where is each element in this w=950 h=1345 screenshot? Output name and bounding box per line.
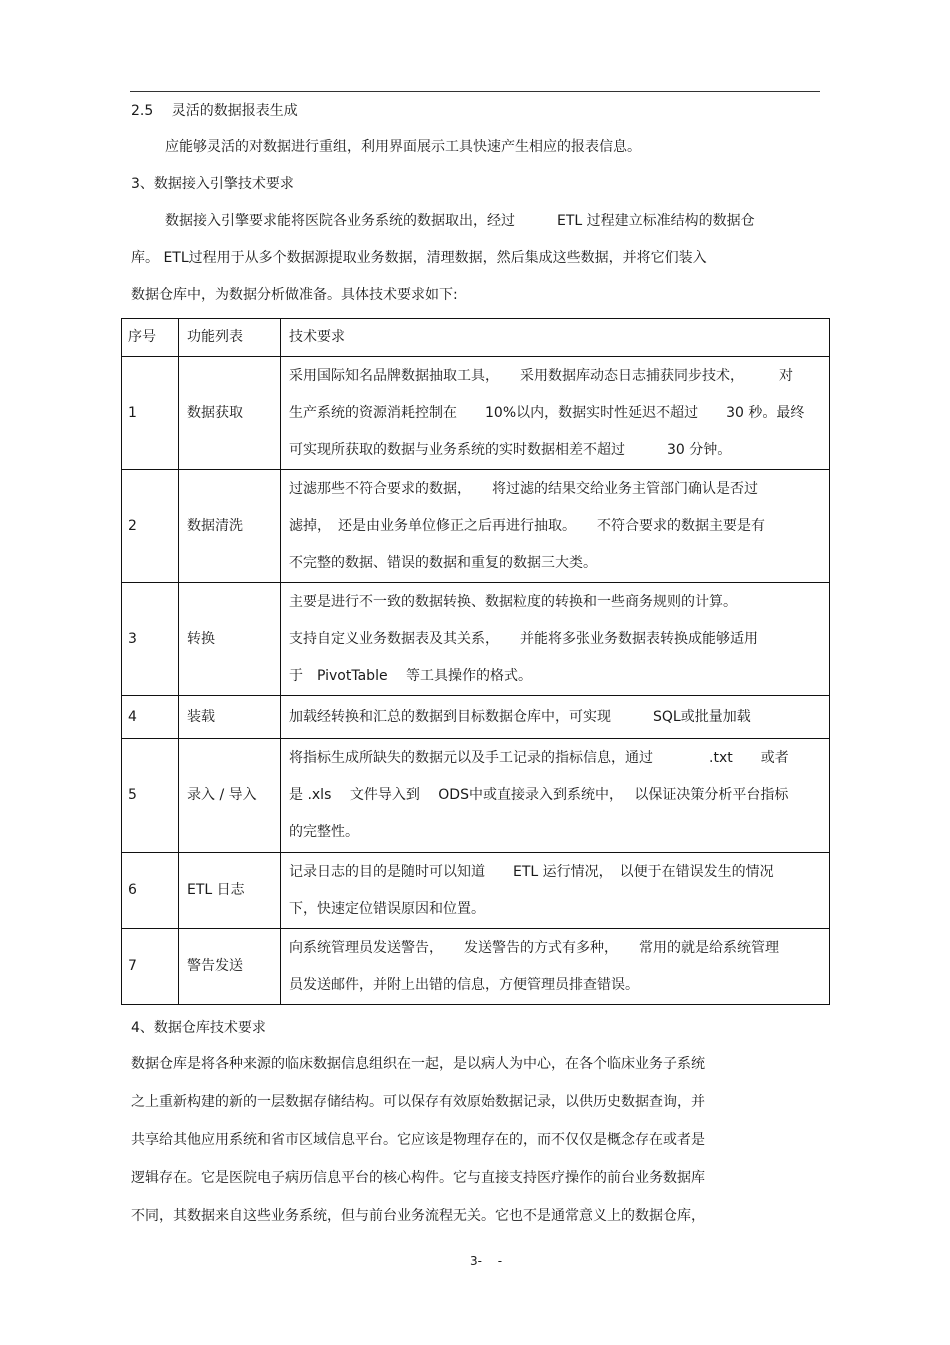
requirement-line: 是 .xls 文件导入到 ODS中或直接录入到系统中， 以保证决策分析平台指标 (289, 787, 789, 803)
table-row (122, 853, 830, 929)
row-requirement (281, 583, 830, 696)
requirements-table (121, 318, 830, 1005)
row-requirement (281, 696, 830, 739)
table-row (122, 696, 830, 739)
header-function: 功能列表 (179, 319, 281, 357)
row-no: 7 (122, 929, 179, 1005)
section-3-line-3: 数据仓库中，为数据分析做准备。具体技术要求如下: (131, 287, 458, 303)
header-no: 序号 (122, 319, 179, 357)
section-4-heading: 4、数据仓库技术要求 (131, 1020, 266, 1036)
requirement-line: 生产系统的资源消耗控制在 10%以内，数据实时性延迟不超过 30 秒。最终 (289, 404, 805, 421)
section-2-5-body: 应能够灵活的对数据进行重组，利用界面展示工具快速产生相应的报表信息。 (165, 139, 641, 155)
table-row (122, 739, 830, 853)
section-4-line-4: 逻辑存在。它是医院电子病历信息平台的核心构件。它与直接支持医疗操作的前台业务数据库 (131, 1170, 705, 1186)
page-number: 3- - (470, 1254, 503, 1268)
section-4-line-5: 不同，其数据来自这些业务系统，但与前台业务流程无关。它也不是通常意义上的数据仓库， (131, 1208, 705, 1224)
table-row (122, 357, 830, 470)
header-requirement: 技术要求 (281, 319, 830, 357)
row-requirement (281, 739, 830, 853)
requirement-line: 加载经转换和汇总的数据到目标数据仓库中，可实现 SQL或批量加载 (289, 708, 751, 725)
section-4-line-2: 之上重新构建的新的一层数据存储结构。可以保存有效原始数据记录，以供历史数据查询，并 (131, 1094, 705, 1110)
section-3-heading: 3、数据接入引擎技术要求 (131, 176, 294, 192)
header-rule (130, 91, 820, 92)
row-no: 4 (122, 696, 179, 739)
row-requirement (281, 853, 830, 929)
requirement-line: 向系统管理员发送警告， 发送警告的方式有多种， 常用的就是给系统管理 (289, 939, 779, 956)
row-no: 1 (122, 357, 179, 470)
row-function: 转换 (179, 583, 281, 696)
requirement-line: 不完整的数据、错误的数据和重复的数据三大类。 (289, 554, 597, 571)
row-function: 警告发送 (179, 929, 281, 1005)
requirement-line: 支持自定义业务数据表及其关系， 并能将多张业务数据表转换成能够适用 (289, 630, 758, 647)
section-3-line-1: 数据接入引擎要求能将医院各业务系统的数据取出，经过 ETL 过程建立标准结构的数据仓 (165, 213, 755, 229)
row-function: 录入 / 导入 (179, 739, 281, 853)
row-no: 6 (122, 853, 179, 929)
section-3-line-2: 库。 ETL过程用于从多个数据源提取业务数据，清理数据，然后集成这些数据，并将它们装入 (131, 250, 707, 266)
row-no: 2 (122, 470, 179, 583)
row-no: 5 (122, 739, 179, 853)
row-function: 装载 (179, 696, 281, 739)
requirement-line: 的完整性。 (289, 824, 359, 840)
table-header-row (122, 319, 830, 357)
requirement-line: 于 PivotTable 等工具操作的格式。 (289, 667, 533, 684)
requirement-line: 记录日志的目的是随时可以知道 ETL 运行情况， 以便于在错误发生的情况 (289, 863, 774, 880)
section-2-5-heading: 2.5 灵活的数据报表生成 (131, 103, 298, 119)
requirement-line: 可实现所获取的数据与业务系统的实时数据相差不超过 30 分钟。 (289, 441, 732, 458)
row-function: 数据获取 (179, 357, 281, 470)
table-row (122, 929, 830, 1005)
row-requirement (281, 470, 830, 583)
requirement-line: 将指标生成所缺失的数据元以及手工记录的指标信息，通过 .txt 或者 (289, 750, 789, 766)
requirement-line: 过滤那些不符合要求的数据， 将过滤的结果交给业务主管部门确认是否过 (289, 480, 758, 497)
row-no: 3 (122, 583, 179, 696)
section-4-line-3: 共享给其他应用系统和省市区域信息平台。它应该是物理存在的，而不仅仅是概念存在或者是 (131, 1132, 705, 1148)
row-function: ETL 日志 (179, 853, 281, 929)
row-function: 数据清洗 (179, 470, 281, 583)
table-row (122, 470, 830, 583)
row-requirement (281, 357, 830, 470)
requirement-line: 下，快速定位错误原因和位置。 (289, 900, 485, 917)
requirement-line: 滤掉， 还是由业务单位修正之后再进行抽取。 不符合要求的数据主要是有 (289, 517, 765, 534)
requirement-line: 采用国际知名品牌数据抽取工具， 采用数据库动态日志捕获同步技术， 对 (289, 367, 793, 384)
requirement-line: 员发送邮件，并附上出错的信息，方便管理员排查错误。 (289, 976, 639, 993)
section-4-line-1: 数据仓库是将各种来源的临床数据信息组织在一起，是以病人为中心，在各个临床业务子系统 (131, 1056, 705, 1072)
row-requirement (281, 929, 830, 1005)
table-row (122, 583, 830, 696)
requirement-line: 主要是进行不一致的数据转换、数据粒度的转换和一些商务规则的计算。 (289, 593, 737, 610)
